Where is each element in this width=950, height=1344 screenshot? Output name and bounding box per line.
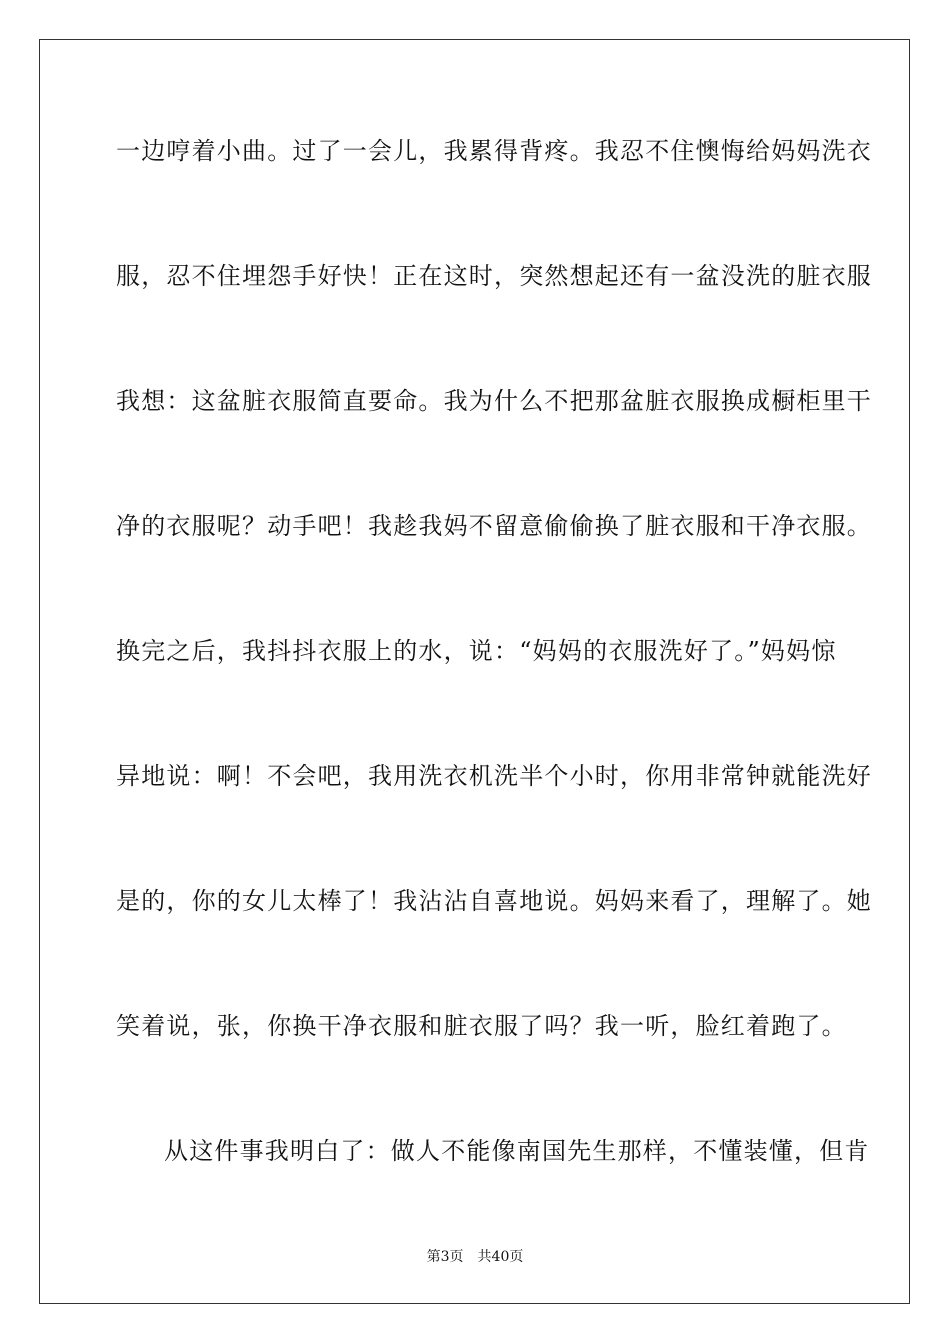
paragraph-line: 服，忍不住埋怨手好快！正在这时，突然想起还有一盆没洗的脏衣服 (116, 262, 872, 290)
paragraph-line: 笑着说，张，你换干净衣服和脏衣服了吗？我一听，脸红着跑了。 (116, 1012, 847, 1040)
paragraph-line: 换完之后，我抖抖衣服上的水，说：“妈妈的衣服洗好了。”妈妈惊 (116, 637, 837, 665)
paragraph-line: 是的，你的女儿太棒了！我沾沾自喜地说。妈妈来看了，理解了。她 (116, 887, 872, 915)
paragraph-line: 净的衣服呢？动手吧！我趁我妈不留意偷偷换了脏衣服和干净衣服。 (116, 512, 872, 540)
page-number-footer: 第3页 共40页 (426, 1249, 524, 1265)
paragraph-line: 我想：这盆脏衣服简直要命。我为什么不把那盆脏衣服换成橱柜里干 (116, 387, 872, 415)
page-border (39, 39, 910, 1304)
paragraph-line: 异地说：啊！不会吧，我用洗衣机洗半个小时，你用非常钟就能洗好 (116, 762, 872, 790)
paragraph-line: 从这件事我明白了：做人不能像南国先生那样，不懂装懂，但肯 (164, 1137, 870, 1165)
paragraph-line: 一边哼着小曲。过了一会儿，我累得背疼。我忍不住懊悔给妈妈洗衣 (116, 137, 872, 165)
